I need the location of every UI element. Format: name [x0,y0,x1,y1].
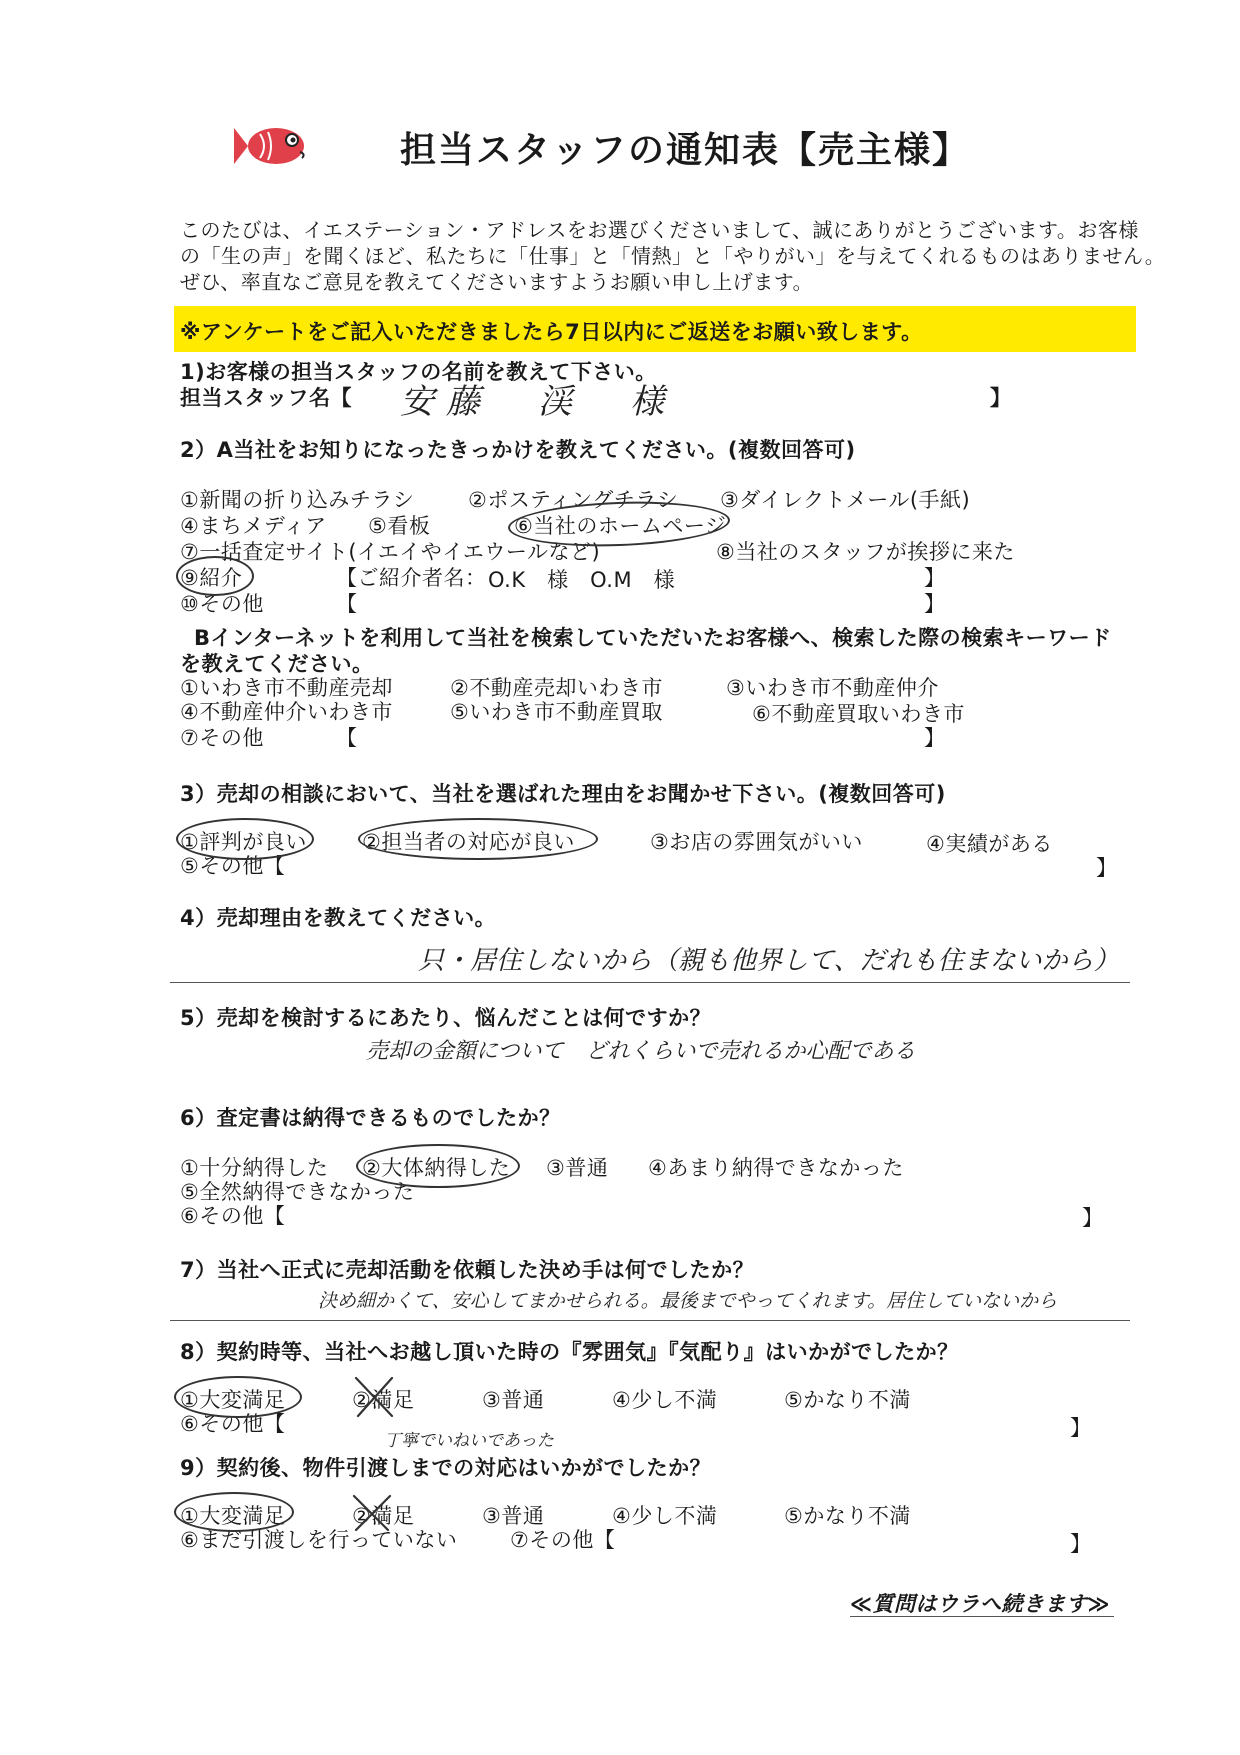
q9-option-6: ⑥まだ引渡しを行っていない [180,1528,458,1552]
q6-circle-mostly [356,1144,520,1188]
q9-option-4: ④少し不満 [612,1504,718,1528]
q5-answer: 売却の金額について どれくらいで売れるか心配である [366,1039,916,1064]
q2-circle-referral [176,556,254,596]
q8-close: 】 [1070,1416,1092,1440]
q7-question: 7）当社へ正式に売却活動を依頼した決め手は何でしたか？ [180,1258,755,1282]
q3-circle-reputation [176,818,314,860]
q9-option-5: ⑤かなり不満 [784,1504,911,1528]
notice-text: ※アンケートをご記入いただきましたら7日以内にご返送をお願い致します。 [180,320,923,344]
q3-question: 3）売却の相談において、当社を選ばれた理由をお聞かせ下さい。(複数回答可) [180,782,946,806]
intro-line-3: ぜひ、率直なご意見を教えてくださいますようお願い申し上げます。 [180,270,814,294]
q8-option-3: ③普通 [482,1388,545,1412]
q2b-question-line-1: Bインターネットを利用して当社を検索していただいたお客様へ、検索した際の検索キーワード [194,626,1112,650]
q2b-option-5: ⑤いわき市不動産買取 [450,700,663,724]
q8-option-4: ④少し不満 [612,1388,718,1412]
q2b-option-7: ⑦その他 [180,726,264,750]
q2b-option-4: ④不動産仲介いわき市 [180,700,393,724]
q1-question: 1)お客様の担当スタッフの名前を教えて下さい。 [180,360,657,384]
q8-note: 丁寧でいねいであった [384,1431,554,1451]
q4-answer-line [170,982,1130,983]
footer-underline [850,1616,1114,1617]
q2b-option-2: ②不動産売却いわき市 [450,676,663,700]
q6-option-2: ②大体納得した [362,1156,511,1180]
q2b-option-6: ⑥不動産買取いわき市 [752,702,965,726]
q6-close: 】 [1082,1206,1104,1230]
q3-option-5: ⑤その他【 [180,854,286,878]
q2-option-10: ⑩その他 [180,592,264,616]
q2b-other-close: 】 [924,726,946,750]
q3-option-2: ②担当者の対応が良い [362,830,575,854]
q6-option-6: ⑥その他【 [180,1204,286,1228]
q3-circle-staff [358,818,598,860]
q2-referral-label: 【ご紹介者名： [336,566,487,590]
q3-option-4: ④実績がある [926,832,1053,856]
q2-option-9: ⑨紹介 [180,566,243,590]
q3-close: 】 [1096,856,1118,880]
q1-answer: 安藤 渓 様 [400,382,676,422]
q2b-other-open: 【 [336,726,358,750]
q8-circle-very-satisfied [174,1376,302,1418]
q9-close: 】 [1070,1532,1092,1556]
q2-option-2: ②ポスティングチラシ [468,488,679,512]
q6-option-1: ①十分納得した [180,1156,329,1180]
q7-answer-line [170,1320,1130,1321]
q6-option-3: ③普通 [546,1156,609,1180]
q2-option-7: ⑦一括査定サイト(イエイやイエウールなど) [180,540,601,564]
q2-option-5: ⑤看板 [368,514,431,538]
q3-option-3: ③お店の雰囲気がいい [650,830,863,854]
footer-continue: ≪質問はウラへ続きます≫ [850,1592,1110,1616]
q8-option-1: ①大変満足 [180,1388,286,1412]
q2b-option-3: ③いわき市不動産仲介 [726,676,939,700]
q8-option-2: ②満足 [352,1388,415,1412]
q2b-question-line-2: を教えてください。 [180,652,374,676]
q6-option-5: ⑤全然納得できなかった [180,1180,415,1204]
q8-question: 8）契約時等、当社へお越し頂いた時の『雰囲気』『気配り』はいかがでしたか？ [180,1340,959,1364]
q4-question: 4）売却理由を教えてください。 [180,906,497,930]
q2-question: 2）A当社をお知りになったきっかけを教えてください。(複数回答可) [180,438,856,462]
q2-option-8: ⑧当社のスタッフが挨拶に来た [716,540,1015,564]
q5-question: 5）売却を検討するにあたり、悩んだことは何ですか？ [180,1006,712,1030]
q9-question: 9）契約後、物件引渡しまでの対応はいかがでしたか？ [180,1456,712,1480]
q9-option-2: ②満足 [352,1504,415,1528]
q2-option-4: ④まちメディア [180,514,327,538]
q9-check-mark [350,1492,410,1536]
q2-referral-answer: O.K 様 O.M 様 [488,568,676,592]
q9-option-7: ⑦その他【 [510,1528,616,1552]
q4-answer: 只・居住しないから（親も他界して、だれも住まないから） [418,946,1120,976]
q9-option-1: ①大変満足 [180,1504,286,1528]
q8-option-5: ⑤かなり不満 [784,1388,911,1412]
q7-answer: 決め細かくて、安心してまかせられる。最後までやってくれます。居住していないから [318,1290,1058,1312]
q3-option-1: ①評判が良い [180,830,307,854]
page-title: 担当スタッフの通知表【売主様】 [400,130,971,171]
q6-question: 6）査定書は納得できるものでしたか？ [180,1106,561,1130]
q2-other-open: 【 [336,592,358,616]
intro-line-1: このたびは、イエステーション・アドレスをお選びくださいまして、誠にありがとうございます。お客様 [180,218,1139,242]
q1-close: 】 [990,386,1012,410]
q9-option-3: ③普通 [482,1504,545,1528]
q1-label: 担当スタッフ名【 [180,386,352,410]
intro-line-2: の「生の声」を聞くほど、私たちに「仕事」と「情熱」と「やりがい」を与えてくれるものはありません。 [180,244,1166,268]
q2-option-6: ⑥当社のホームページ [514,514,727,538]
q8-check-mark [352,1372,415,1422]
q2b-option-1: ①いわき市不動産売却 [180,676,393,700]
q2-option-1: ①新聞の折り込みチラシ [180,488,415,512]
q9-circle-very-satisfied [174,1492,294,1532]
q2-referral-close: 】 [924,566,946,590]
q2-option-3: ③ダイレクトメール(手紙) [720,488,971,512]
q8-option-6: ⑥その他【 [180,1412,286,1436]
fish-icon [230,118,310,174]
q2-other-close: 】 [924,592,946,616]
q6-option-4: ④あまり納得できなかった [648,1156,904,1180]
